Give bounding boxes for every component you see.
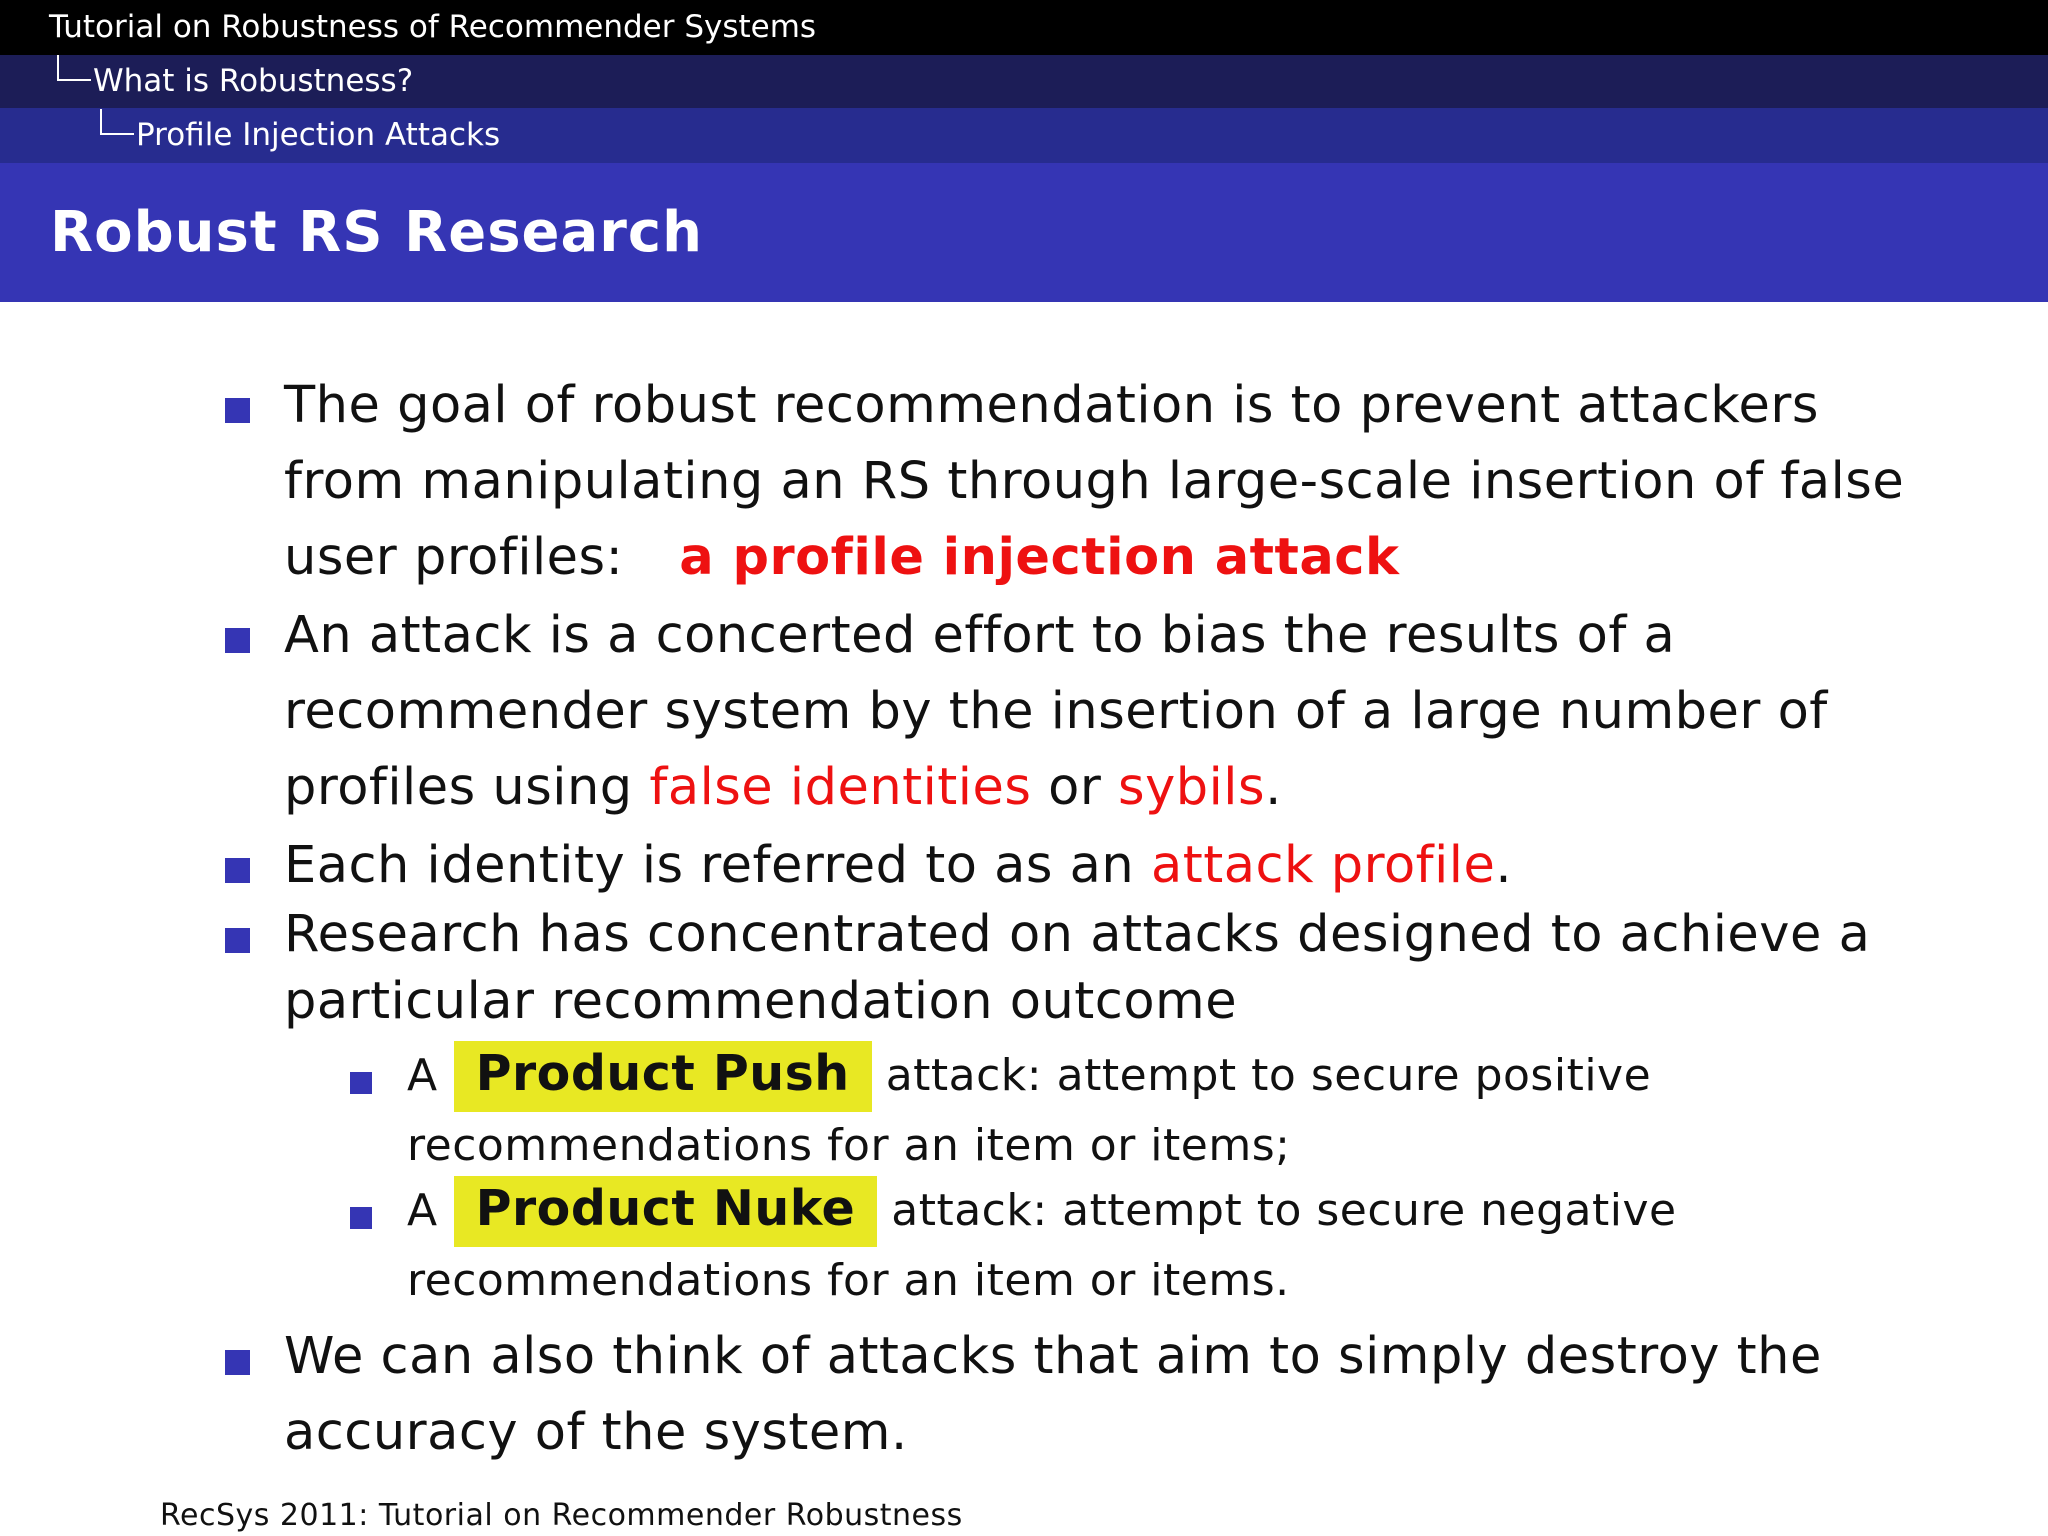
frame-title-bar xyxy=(0,163,2048,302)
bullet-1-line-3 xyxy=(284,528,1399,587)
emphasis-profile-injection-attack: a profile injection attack xyxy=(679,528,1400,587)
breadcrumb-section-label: Tutorial on Robustness of Recommender Systems xyxy=(49,9,817,45)
tree-branch-icon xyxy=(57,55,91,81)
sub-bullet-square-icon xyxy=(350,1072,372,1094)
bullet-1-line-2: from manipulating an RS through large-scale insertion of false xyxy=(284,452,1905,511)
emphasis-attack-profile: attack profile xyxy=(1150,836,1496,895)
bullet-4-line-2: particular recommendation outcome xyxy=(284,972,1238,1031)
bullet-5-line-1: We can also think of attacks that aim to simply destroy the xyxy=(284,1327,1822,1386)
emphasis-false-identities: false identities xyxy=(649,758,1032,817)
frame-title: Robust RS Research xyxy=(50,200,703,265)
sub-bullet-1-text-post: attack: attempt to secure positive xyxy=(885,1050,1652,1101)
breadcrumb-section[interactable] xyxy=(0,0,2048,55)
bullet-2-text-post: . xyxy=(1265,758,1282,817)
bullet-square-icon xyxy=(225,398,250,423)
breadcrumb-subsection[interactable] xyxy=(0,55,2048,108)
bullet-2-line-2: recommender system by the insertion of a large number of xyxy=(284,682,1828,741)
sub-bullet-2-line-1 xyxy=(407,1176,1677,1247)
highlight-product-push: Product Push xyxy=(454,1041,872,1112)
highlight-product-nuke: Product Nuke xyxy=(454,1176,878,1247)
bullet-2-text-mid: or xyxy=(1031,758,1119,817)
bullet-square-icon xyxy=(225,628,250,653)
bullet-4-line-1: Research has concentrated on attacks designed to achieve a xyxy=(284,905,1871,964)
bullet-square-icon xyxy=(225,928,250,953)
breadcrumb-subsection-label: What is Robustness? xyxy=(93,63,414,99)
sub-bullet-1-line-2: recommendations for an item or items; xyxy=(407,1120,1291,1171)
tree-branch-icon xyxy=(100,109,134,135)
bullet-2-text-pre: profiles using xyxy=(284,758,650,817)
bullet-5-line-2: accuracy of the system. xyxy=(284,1403,908,1462)
bullet-2-line-3 xyxy=(284,758,1282,817)
breadcrumb-subsubsection-label: Profile Injection Attacks xyxy=(136,117,501,153)
sub-bullet-2-text-pre: A xyxy=(407,1185,438,1236)
bullet-1-line-1: The goal of robust recommendation is to prevent attackers xyxy=(284,376,1819,435)
bullet-3-text-post: . xyxy=(1495,836,1513,895)
footer-text: RecSys 2011: Tutorial on Recommender Robustness xyxy=(160,1498,963,1533)
bullet-square-icon xyxy=(225,1350,250,1375)
sub-bullet-square-icon xyxy=(350,1207,372,1229)
bullet-3-text-pre: Each identity is referred to as an xyxy=(284,836,1151,895)
bullet-square-icon xyxy=(225,858,250,883)
bullet-1-text: user profiles: xyxy=(284,528,624,587)
bullet-3-line-1 xyxy=(284,836,1512,895)
sub-bullet-2-line-2: recommendations for an item or items. xyxy=(407,1255,1290,1306)
bullet-2-line-1: An attack is a concerted effort to bias the results of a xyxy=(284,606,1676,665)
sub-bullet-1-text-pre: A xyxy=(407,1050,438,1101)
sub-bullet-1-line-1 xyxy=(407,1041,1651,1112)
emphasis-sybils: sybils xyxy=(1118,758,1266,817)
breadcrumb-subsubsection[interactable] xyxy=(0,108,2048,163)
sub-bullet-2-text-post: attack: attempt to secure negative xyxy=(891,1185,1677,1236)
